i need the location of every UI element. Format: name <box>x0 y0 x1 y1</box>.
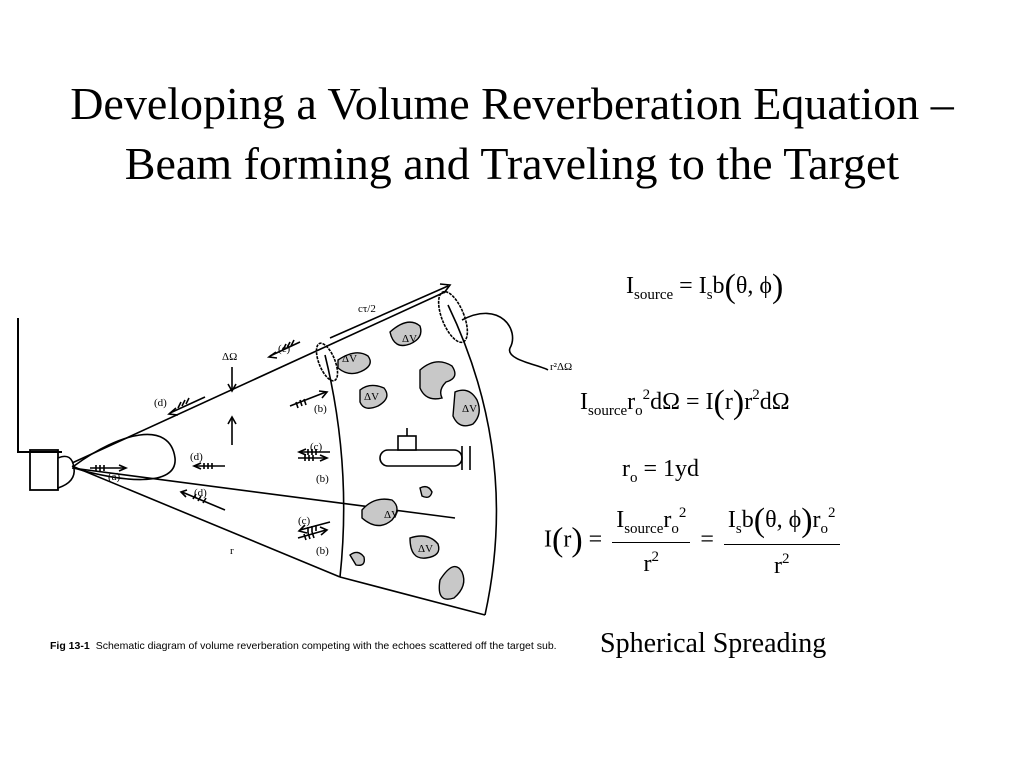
pulse-arc-near <box>325 355 344 577</box>
near-lobe <box>74 434 175 479</box>
dv-label: ΔV <box>384 509 400 521</box>
transducer-head <box>58 456 74 488</box>
label-a: (a) <box>108 471 121 483</box>
label-b: (b) <box>316 545 329 557</box>
label-d: (d) <box>194 487 207 499</box>
equation-intensity-balance: $I_{source}r_o^2d\Omega = I(r)r^2d\Omega$ <box>580 384 790 421</box>
r2-callout <box>462 313 548 370</box>
equation-spherical-spreading: I(r) = $\frac{I_{source}r_o^2}{r^2}$ = $\frac{I_sb(\theta, \phi)r_o^2}{r^2}$ <box>544 502 844 580</box>
fraction-1: $\frac{I_{source}r_o^2}{r^2}$ <box>612 505 690 578</box>
dv-label: ΔV <box>364 391 380 403</box>
transducer-mast <box>18 318 62 452</box>
volume-blob <box>350 552 364 565</box>
ctau-arrow <box>330 286 448 338</box>
caption-label: Fig 13-1 <box>50 640 90 652</box>
spherical-spreading-label: Spherical Spreading <box>600 628 827 659</box>
volume-blob <box>439 567 464 600</box>
domega-label: ΔΩ <box>222 351 238 363</box>
label-d: (d) <box>190 451 203 463</box>
dv-label: ΔV <box>342 353 358 365</box>
label-c: (c) <box>298 515 311 527</box>
dv-label: ΔV <box>462 403 478 415</box>
slide-title <box>0 74 1024 194</box>
title-line-2: Beam forming and Traveling to the Target <box>124 138 900 189</box>
equation-reference-distance: $r_o = 1yd$ <box>622 456 700 486</box>
r2domega-label: r²ΔΩ <box>550 361 573 373</box>
label-c: (c) <box>278 343 291 355</box>
figure-caption <box>50 640 557 652</box>
equation-source-intensity: $I_{source} = I_sb(\theta$, ϕ) <box>626 268 784 305</box>
volume-reverberation-diagram <box>0 220 590 660</box>
dv-label: ΔV <box>402 333 418 345</box>
transducer-housing <box>30 450 58 490</box>
volume-blob <box>420 362 455 399</box>
label-b: (b) <box>314 403 327 415</box>
ctau-label: cτ/2 <box>358 303 376 315</box>
fraction-2: $\frac{I_sb(\theta, \phi)r_o^2}{r^2}$ <box>724 502 840 580</box>
title-line-1: Developing a Volume Reverberation Equation – <box>70 78 954 129</box>
volume-blob <box>420 487 432 498</box>
label-c: (c) <box>310 441 323 453</box>
label-b: (b) <box>316 473 329 485</box>
range-label: r <box>230 545 234 557</box>
label-d: (d) <box>154 397 167 409</box>
dv-label: ΔV <box>418 543 434 555</box>
caption-text: Schematic diagram of volume reverberation competing with the echoes scattered off the target sub. <box>95 640 557 652</box>
target-submarine <box>380 428 470 470</box>
